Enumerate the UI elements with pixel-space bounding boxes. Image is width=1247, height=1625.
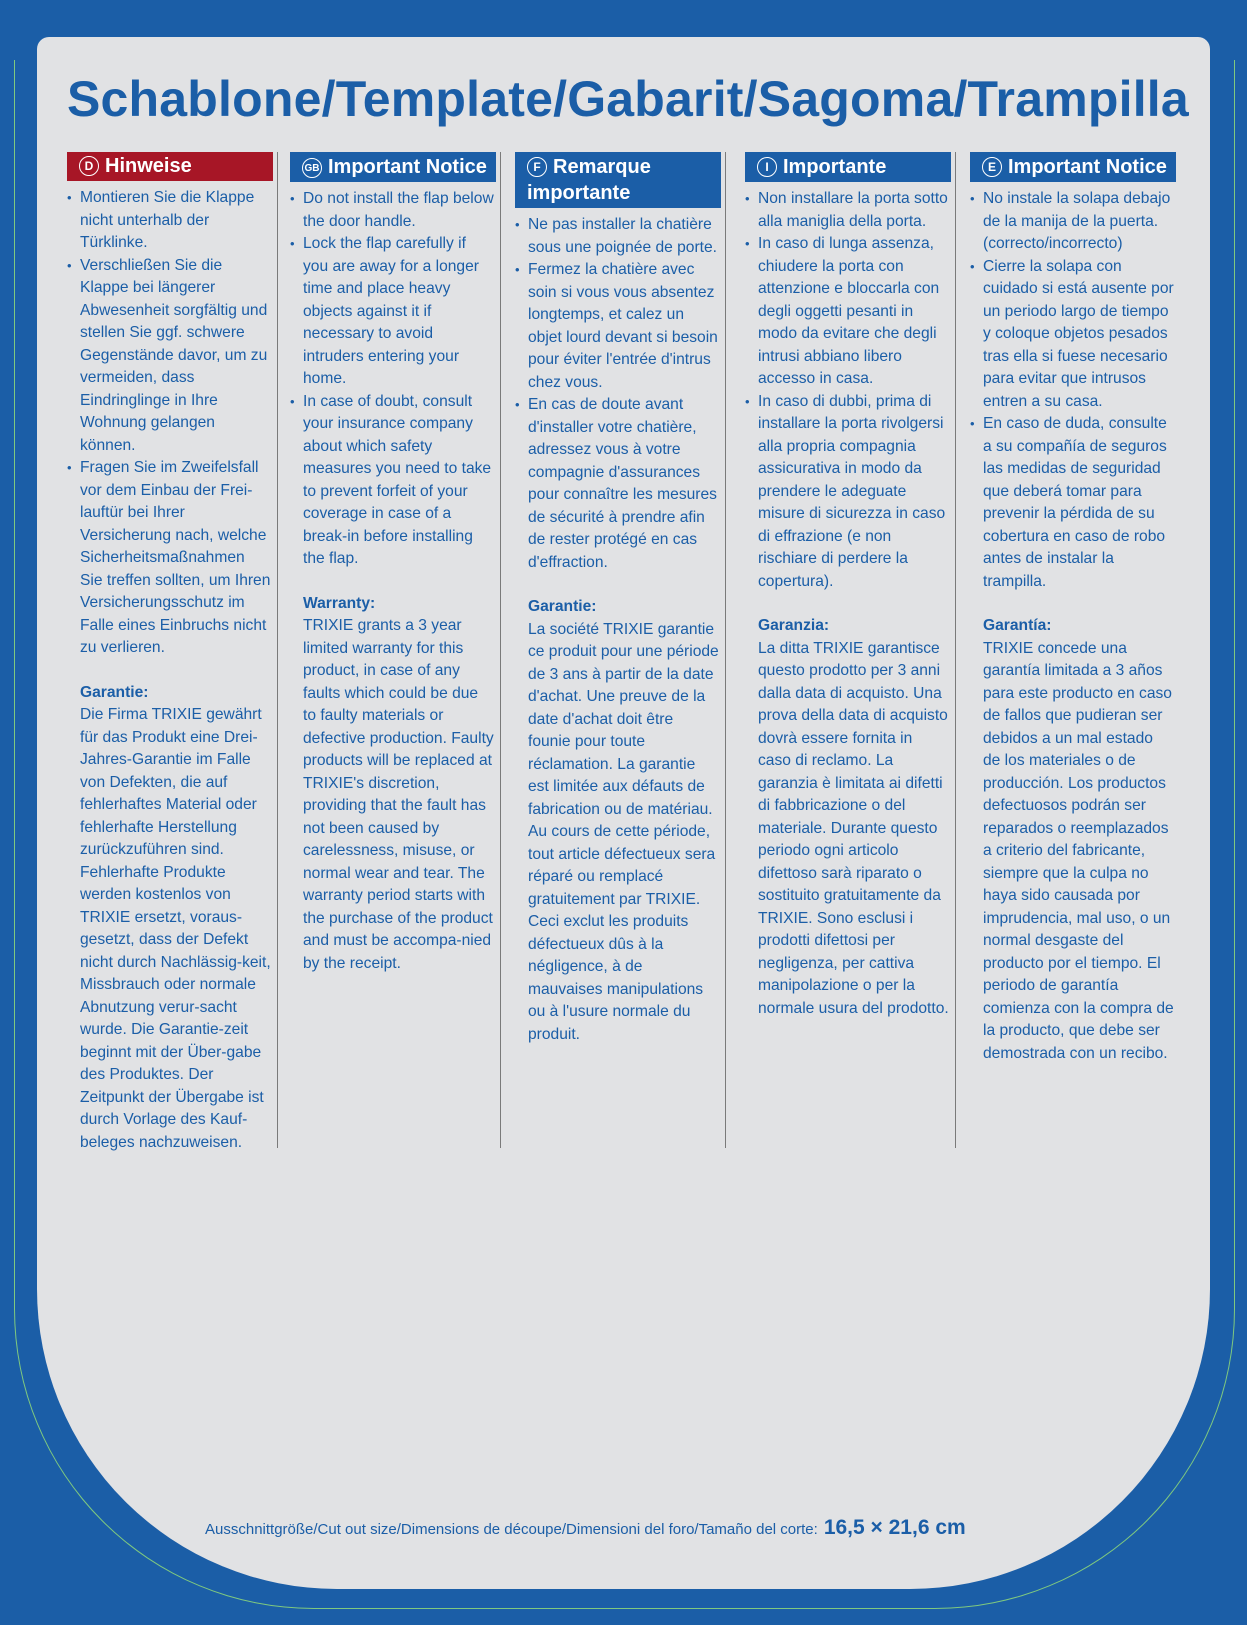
page-title: Schablone/Template/Gabarit/Sagoma/Trampilla [67,71,1189,127]
country-badge-icon: GB [302,158,322,178]
country-badge-icon: D [79,156,99,176]
notice-bullet: • Montieren Sie die Klappe nicht unterhalb der Türklinke. [67,187,271,255]
column-english [290,152,501,1148]
cutout-size-value: 16,5 × 21,6 cm [823,1516,966,1539]
column-heading [745,152,951,182]
column-body [745,182,955,1020]
cutout-size-label: Ausschnittgröße/Cut out size/Dimensions de découpe/Dimensioni del foro/Tamaño del corte: [205,1521,818,1538]
guarantee-text: La ditta TRIXIE garantisce questo prodotto per 3 anni dalla data di acquisto. Una prova della data di acquisto dovrà essere fornita in caso di reclamo. La garanzia è limitata ai difetti di fabbricazione o del materiale. Durante questo periodo ogni articolo difettoso sarà riparato o sostituito gratuitamente da TRIXIE. Sono esclusi i prodotti difettosi per negligenza, per cattiva manipolazione o per la normale usura del prodotto. [758,639,949,1017]
column-heading [290,152,496,182]
notice-bullet: • Verschließen Sie die Klappe bei längerer Abwesenheit sorgfältig und stellen Sie ggf. schwere Gegenstände davor, um zu vermeiden, dass Eindringlinge in Ihre Wohnung gelangen können. [67,255,271,458]
notice-bullet: • Ne pas installer la chatière sous une poignée de porte. [515,214,719,259]
guarantee-heading: Garantie: [80,683,149,701]
column-body [290,182,500,975]
column-spanish [970,152,1180,1148]
cutout-size-footer [205,1516,1165,1540]
heading-text: Importante [783,156,887,178]
notice-bullet: • Non installare la porta sotto alla maniglia della porta. [745,188,949,233]
notice-bullet: • In caso di dubbi, prima di installare la porta rivolgersi alla propria compagnia assicurativa in modo da prendere le adeguate misure di sicurezza in caso di effrazione (e non rischiare di perdere la copertura). [745,391,949,594]
column-body [515,208,725,1046]
guarantee-text: TRIXIE grants a 3 year limited warranty for this product, in case of any faults which could be due to faulty materials or defective production. Faulty products will be replaced at TRIXIE's discretion, providing that the fault has not been caused by carelessness, misuse, or normal wear and tear. The warranty period starts with the purchase of the product and must be accompa-nied by the receipt. [303,617,494,972]
column-italian [745,152,956,1148]
heading-text: Remarque importante [527,156,651,204]
notice-bullet: • Do not install the flap below the door handle. [290,188,494,233]
column-heading [515,152,721,208]
notice-bullet: • En caso de duda, consulte a su compañía de seguros las medidas de seguridad que deberá tomar para prevenir la pérdida de su cobertura en caso de robo antes de instalar la trampilla. [970,413,1174,593]
notice-bullet: • In caso di lunga assenza, chiudere la porta con attenzione e bloccarla con degli oggetti pesanti in modo da evitare che degli intrusi abbiano libero accesso in casa. [745,233,949,391]
column-heading [67,152,273,181]
notice-bullet: • In case of doubt, consult your insurance company about which safety measures you need to take to prevent forfeit of your coverage in case of a break-in before installing the flap. [290,391,494,571]
country-badge-icon: F [527,157,547,177]
country-badge-icon: E [982,157,1002,177]
notice-bullet: • Fermez la chatière avec soin si vous vous absentez longtemps, et calez un objet lourd devant si besoin pour éviter l'entrée d'intrus chez vous. [515,259,719,394]
guarantee-heading: Warranty: [303,594,376,612]
guarantee-text: Die Firma TRIXIE gewährt für das Produkt eine Drei-Jahres-Garantie im Falle von Defekten, die auf fehlerhaftes Material oder fehlerhafte Herstellung zurückzuführen sind. Fehlerhafte Produkte werden kostenlos von TRIXIE ersetzt, voraus-gesetzt, dass der Defekt nicht durch Nachlässig-keit, Missbrauch oder normale Abnutzung verur-sacht wurde. Die Garantie-zeit beginnt mit der Über-gabe des Produktes. Der Zeitpunkt der Übergabe ist durch Vorlage des Kauf-beleges nachzuweisen. [80,706,271,1151]
guarantee-text: La société TRIXIE garantie ce produit pour une période de 3 ans à partir de la date d'achat. Une preuve de la date d'achat doit être founie pour toute réclamation. La garantie est limitée aux défauts de fabrication ou de matériau. Au cours de cette période, tout article défectueux sera réparé ou remplacé gratuitement par TRIXIE. Ceci exclut les produits défectueux dûs à la négligence, à de mauvaises manipulations ou à l'usure normale du produit. [528,620,719,1043]
guarantee-heading: Garantía: [983,617,1052,634]
notice-bullet: • No instale la solapa debajo de la manija de la puerta. (correcto/incorrecto) [970,188,1174,256]
notice-bullet: • Fragen Sie im Zweifelsfall vor dem Einbau der Frei-lauftür bei Ihrer Versicherung nach, welche Sicherheitsmaßnahmen Sie treffen sollten, um Ihren Versicherungsschutz im Falle eines Einbruchs nicht zu verlieren. [67,457,271,660]
column-heading [970,152,1176,182]
column-german [67,152,278,1151]
country-badge-icon: I [757,157,777,177]
notice-bullet: • En cas de doute avant d'installer votre chatière, adressez vous à votre compagnie d'assurances pour connaître les mesures de sécurité à prendre afin de rester protégé en cas d'effraction. [515,394,719,574]
column-french [515,152,726,1148]
notice-bullet: • Lock the flap carefully if you are away for a longer time and place heavy objects against it if necessary to avoid intruders entering your home. [290,233,494,391]
column-body [67,181,277,1154]
heading-text: Important Notice [1008,156,1167,178]
guarantee-text: TRIXIE concede una garantía limitada a 3 años para este producto en caso de fallos que pudieran ser debidos a un mal estado de los materiales o de producción. Los productos defectuosos podrán ser reparados o reemplazados a criterio del fabricante, siempre que la culpa no haya sido causada por imprudencia, mal uso, o un normal desgaste del producto por el tiempo. El periodo de garantía comienza con la compra de la producto, que debe ser demostrada con un recibo. [983,639,1174,1062]
guarantee-heading: Garantie: [528,598,597,615]
guarantee-heading: Garanzia: [758,617,830,634]
heading-text: Important Notice [328,156,487,178]
column-body [970,182,1180,1065]
heading-text: Hinweise [105,155,192,177]
notice-bullet: • Cierre la solapa con cuidado si está ausente por un periodo largo de tiempo y coloque objetos pesados tras ella si fuese necesario para evitar que intrusos entren a su casa. [970,256,1174,414]
